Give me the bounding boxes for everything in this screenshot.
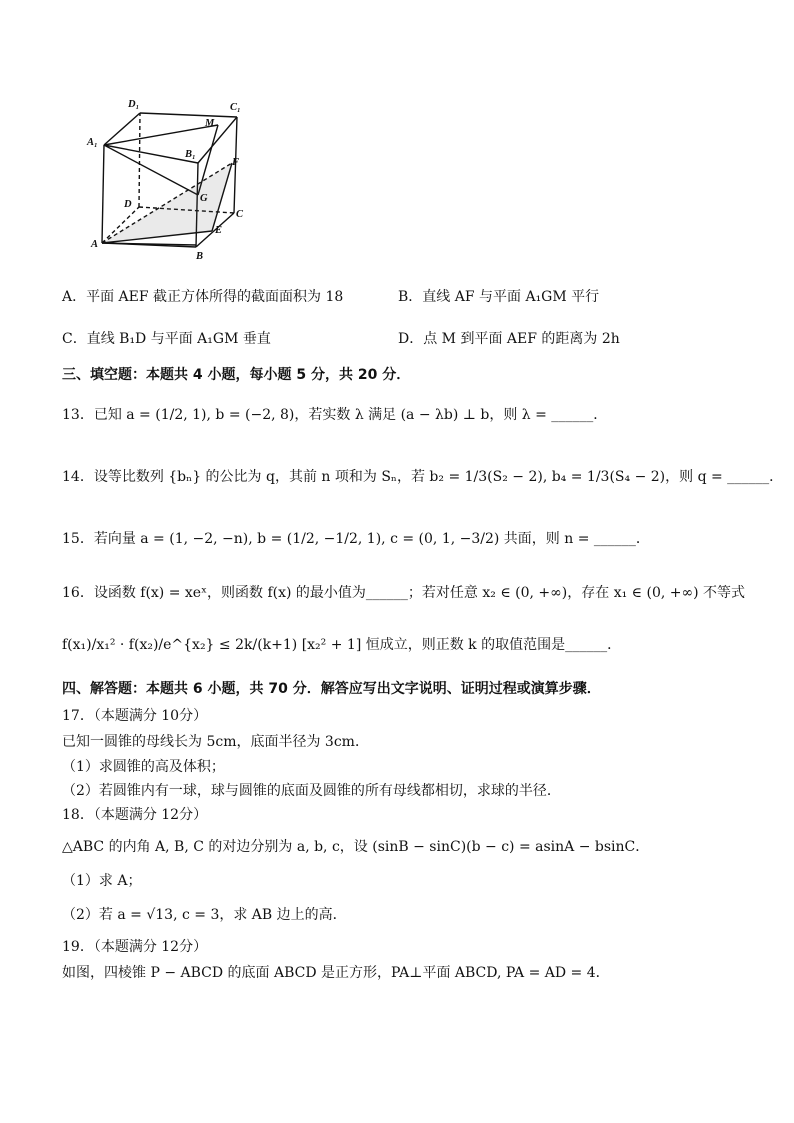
label-D: D bbox=[124, 199, 132, 210]
segment-AB-shade bbox=[102, 243, 196, 245]
q17-stem: 已知一圆锥的母线长为 5cm，底面半径为 3cm． bbox=[62, 734, 369, 750]
q18-part2: （2）若 a = √13, c = 3，求 AB 边上的高． bbox=[62, 907, 347, 923]
label-A: A bbox=[91, 239, 99, 250]
q12-option-a: A．平面 AEF 截正方体所得的截面面积为 18 bbox=[62, 289, 344, 305]
label-M: M bbox=[205, 118, 215, 129]
q17-part2: （2）若圆锥内有一球，球与圆锥的底面及圆锥的所有母线都相切，求球的半径． bbox=[62, 783, 561, 799]
label-D1: D₁ bbox=[128, 99, 140, 110]
question-16-line2: f(x₁)/x₁² · f(x₂)/e^{x₂} ≤ 2k/(k+1) [x₂² + 1] 恒成立，则正数 k 的取值范围是______． bbox=[62, 637, 622, 653]
label-C1: C₁ bbox=[230, 102, 241, 113]
q17-part1: （1）求圆锥的高及体积； bbox=[62, 759, 225, 775]
section3-heading: 三、填空题：本题共 4 小题，每小题 5 分，共 20 分． bbox=[62, 367, 411, 383]
q19-title: 19．（本题满分 12分） bbox=[62, 939, 208, 955]
question-13: 13．已知 a = (1/2, 1), b = (−2, 8)，若实数 λ 满足 (a − λb) ⊥ b，则 λ = ______． bbox=[62, 407, 608, 423]
q19-stem: 如图，四棱锥 P − ABCD 的底面 ABCD 是正方形，PA⊥平面 ABCD, PA = AD = 4． bbox=[62, 965, 610, 981]
edge-D1C1 bbox=[140, 113, 237, 117]
q18-part1: （1）求 A； bbox=[62, 873, 142, 889]
label-B: B bbox=[196, 251, 204, 262]
edge-AA1 bbox=[102, 145, 104, 243]
cube-figure bbox=[84, 95, 254, 267]
q12-option-b: B．直线 AF 与平面 A₁GM 平行 bbox=[398, 289, 600, 305]
label-E: E bbox=[215, 225, 223, 236]
edge-DD1 bbox=[139, 113, 140, 207]
question-15: 15．若向量 a = (1, −2, −n), b = (1/2, −1/2, 1), c = (0, 1, −3/2) 共面，则 n = ______． bbox=[62, 531, 650, 547]
q18-title: 18．（本题满分 12分） bbox=[62, 807, 208, 823]
q12-option-c: C．直线 B₁D 与平面 A₁GM 垂直 bbox=[62, 331, 271, 347]
question-16-line1: 16．设函数 f(x) = xeˣ，则函数 f(x) 的最小值为______；若对任意 x₂ ∈ (0, +∞)，存在 x₁ ∈ (0, +∞) 不等式 bbox=[62, 585, 746, 601]
q17-title: 17．（本题满分 10分） bbox=[62, 708, 208, 724]
label-G: G bbox=[200, 193, 208, 204]
edge-A1B1 bbox=[104, 145, 198, 163]
segment-A1M bbox=[104, 125, 218, 145]
segment-A1G bbox=[104, 145, 198, 195]
label-F: F bbox=[232, 157, 240, 168]
label-A1: A₁ bbox=[87, 137, 98, 148]
section4-heading: 四、解答题：本题共 6 小题，共 70 分．解答应写出文字说明、证明过程或演算步骤． bbox=[62, 681, 601, 697]
label-C: C bbox=[236, 209, 244, 220]
q12-option-d: D．点 M 到平面 AEF 的距离为 2h bbox=[398, 331, 620, 347]
question-14: 14．设等比数列 {bₙ} 的公比为 q，其前 n 项和为 Sₙ，若 b₂ = 1/3(S₂ − 2), b₄ = 1/3(S₄ − 2)，则 q = ______． bbox=[62, 469, 784, 485]
q18-stem: △ABC 的内角 A, B, C 的对边分别为 a, b, c，设 (sinB − sinC)(b − c) = asinA − bsinC． bbox=[62, 839, 650, 855]
label-B1: B₁ bbox=[185, 149, 196, 160]
